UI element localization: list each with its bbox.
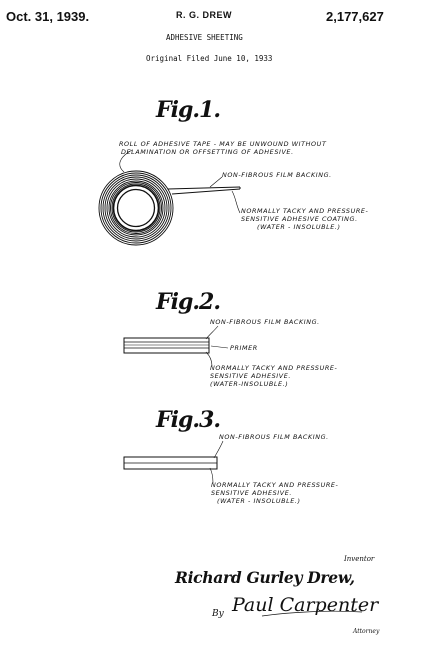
fig1-adhesive-label-3: (WATER - INSOLUBLE.) <box>257 223 341 231</box>
fig2-label: Fig.2. <box>156 289 220 315</box>
fig3-label: Fig.3. <box>156 407 220 433</box>
tape-roll-drawing <box>99 171 240 245</box>
fig3-adhesive-label-1: NORMALLY TACKY AND PRESSURE- <box>211 481 339 489</box>
fig2-laminate-drawing <box>124 338 209 353</box>
fig1-label: Fig.1. <box>156 97 220 123</box>
fig3-backing-label: NON-FIBROUS FILM BACKING. <box>219 433 329 441</box>
fig2-adhesive-label-1: NORMALLY TACKY AND PRESSURE- <box>210 364 338 372</box>
by-label: By <box>212 609 224 619</box>
attorney-signature: Paul Carpenter <box>232 594 379 616</box>
fig2-backing-label: NON-FIBROUS FILM BACKING. <box>210 318 320 326</box>
fig1-roll-note-1: ROLL OF ADHESIVE TAPE - MAY BE UNWOUND WITHOUT <box>119 140 327 148</box>
attorney-caption: Attorney <box>353 628 380 635</box>
fig1-adhesive-label-2: SENSITIVE ADHESIVE COATING. <box>241 215 358 223</box>
patent-date: Oct. 31, 1939. <box>6 9 90 24</box>
fig3-adhesive-label-3: (WATER - INSOLUBLE.) <box>217 497 301 505</box>
fig2-adhesive-label-2: SENSITIVE ADHESIVE. <box>210 372 291 380</box>
fig2-adhesive-label-3: (WATER-INSOLUBLE.) <box>210 380 289 388</box>
fig1-roll-note-2: DELAMINATION OR OFFSETTING OF ADHESIVE. <box>121 148 294 156</box>
fig1-backing-label: NON-FIBROUS FILM BACKING. <box>222 171 332 179</box>
fig1-adhesive-label-1: NORMALLY TACKY AND PRESSURE- <box>241 207 369 215</box>
filing-date: Original Filed June 10, 1933 <box>146 54 273 63</box>
inventor-caption: Inventor <box>344 555 375 563</box>
inventor-header: R. G. DREW <box>176 10 232 20</box>
fig2-primer-label: PRIMER <box>230 344 258 352</box>
patent-title: ADHESIVE SHEETING <box>166 33 243 42</box>
fig3-adhesive-label-2: SENSITIVE ADHESIVE. <box>211 489 292 497</box>
fig3-laminate-drawing <box>124 457 217 469</box>
patent-number: 2,177,627 <box>326 9 384 24</box>
inventor-signature: Richard Gurley Drew, <box>175 568 355 587</box>
